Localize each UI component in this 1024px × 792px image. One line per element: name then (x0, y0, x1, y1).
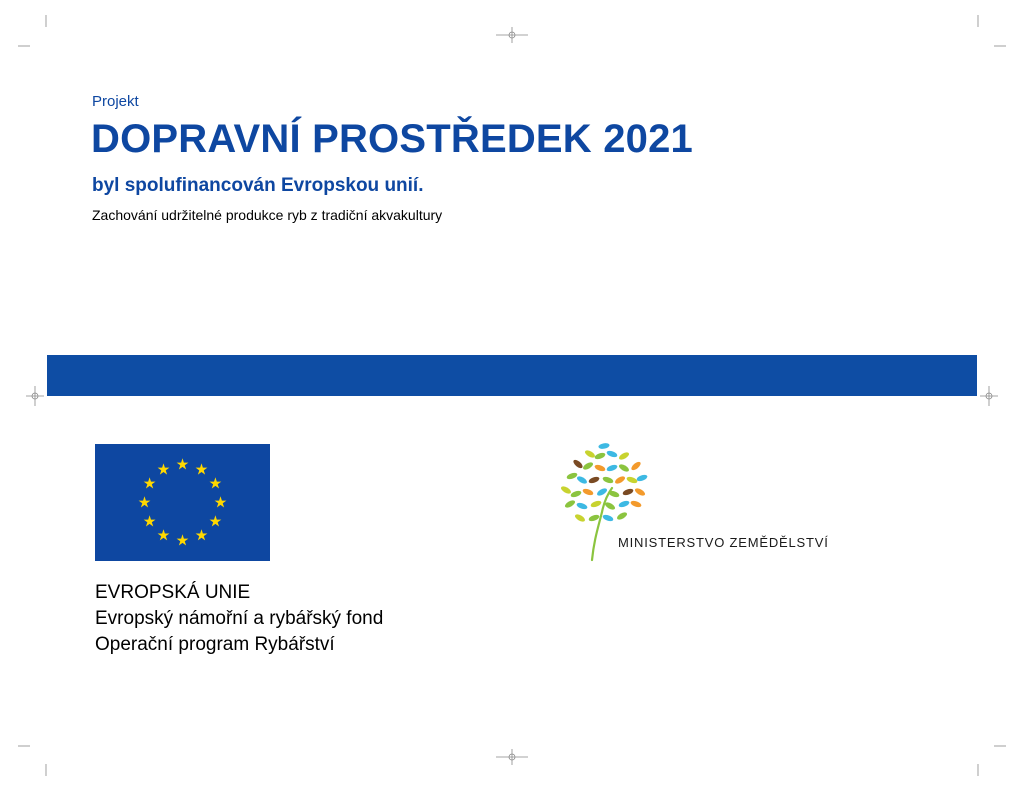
tree-leaf-icon (576, 502, 588, 511)
tree-leaf-icon (584, 449, 596, 459)
project-description: Zachování udržitelné produkce ryb z tradiční akvakultury (92, 207, 443, 223)
ministry-name: MINISTERSTVO ZEMĚDĚLSTVÍ (618, 535, 829, 550)
tree-leaf-icon (634, 487, 646, 497)
tree-leaf-icon (614, 475, 626, 485)
tree-leaf-icon (602, 476, 614, 485)
tree-leaf-icon (626, 476, 638, 485)
tree-leaf-icon (618, 451, 630, 461)
tree-leaf-icon (606, 450, 618, 459)
eu-caption (95, 580, 383, 658)
tree-leaf-icon (594, 452, 606, 461)
tree-leaf-icon (564, 499, 576, 509)
project-subtitle: byl spolufinancován Evropskou unií. (92, 175, 424, 196)
tree-leaf-icon (576, 475, 588, 485)
tree-leaves (560, 442, 648, 523)
tree-leaf-icon (560, 485, 572, 495)
project-label: Projekt (92, 93, 139, 110)
tree-trunk (592, 488, 612, 560)
eu-caption-line: Evropský námořní a rybářský fond (95, 608, 384, 629)
tree-leaf-icon (590, 500, 602, 509)
blue-band (47, 355, 977, 396)
tree-leaf-icon (572, 458, 584, 469)
tree-leaf-icon (618, 463, 630, 473)
project-title: DOPRAVNÍ PROSTŘEDEK 2021 (91, 117, 693, 161)
tree-leaf-icon (630, 500, 642, 509)
tree-leaf-icon (618, 500, 630, 509)
tree-leaf-icon (574, 513, 586, 523)
tree-leaf-icon (588, 514, 600, 523)
tree-leaf-icon (606, 464, 618, 473)
eu-flag-icon (95, 444, 270, 561)
tree-leaf-icon (636, 474, 648, 483)
tree-leaf-icon (566, 472, 578, 481)
tree-leaf-icon (588, 476, 600, 485)
tree-leaf-icon (594, 464, 606, 473)
tree-leaf-icon (582, 461, 594, 471)
tree-leaf-icon (570, 490, 582, 499)
tree-leaf-icon (598, 442, 610, 449)
eu-caption-line: Operační program Rybářství (95, 634, 335, 655)
eu-caption-line: EVROPSKÁ UNIE (95, 582, 251, 603)
tree-leaf-icon (622, 488, 634, 497)
tree-leaf-icon (602, 514, 614, 523)
tree-leaf-icon (630, 460, 642, 471)
tree-leaf-icon (616, 511, 628, 521)
tree-leaf-icon (582, 488, 594, 497)
